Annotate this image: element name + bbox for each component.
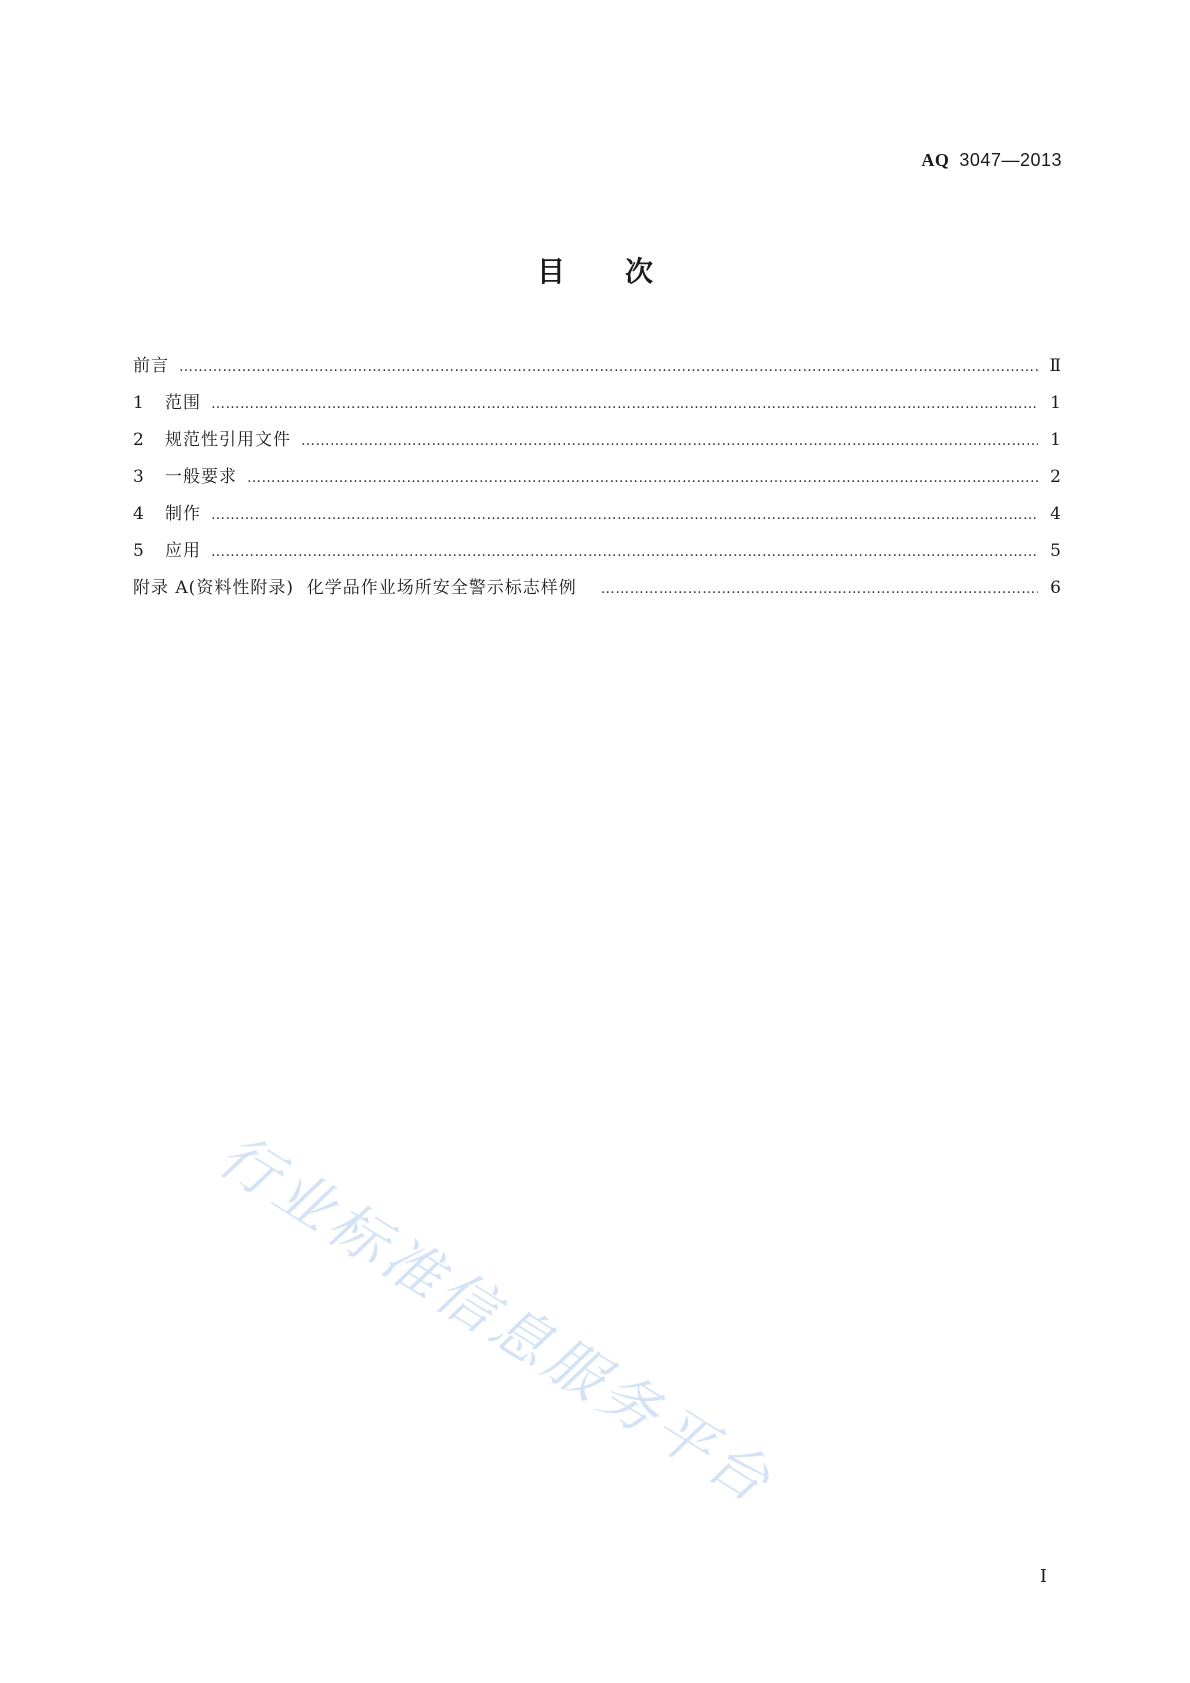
toc-item-number: 5 [133,541,145,561]
toc-item-label: 应用 [165,541,201,561]
toc-leader-dots [601,581,1038,597]
document-code-number: 3047—2013 [959,150,1062,170]
toc-item-number: 4 [133,504,145,524]
toc-item-scope[interactable] [133,388,1062,425]
watermark: 行业标准信息服务平台 [207,1121,786,1518]
toc-leader-dots [247,470,1038,486]
toc-leader-dots [301,433,1038,449]
document-code-prefix: AQ [921,150,950,170]
toc-leader-dots [211,544,1038,560]
toc-item-label: 制作 [165,504,201,524]
toc-leader-dots [211,507,1038,523]
page-title: 目次 [536,255,713,288]
toc-item-number: 3 [133,467,145,487]
toc-item-page: 2 [1050,467,1062,487]
toc-item-general-requirements[interactable] [133,462,1062,499]
toc-leader-dots [211,396,1038,412]
toc-item-page: 1 [1050,393,1062,413]
toc-item-foreword[interactable] [133,351,1062,388]
toc-item-label: 附录 A(资料性附录) 化学品作业场所安全警示标志样例 [133,578,577,598]
toc-item-production[interactable] [133,499,1062,536]
toc-item-appendix-a[interactable] [133,573,1062,610]
toc-item-page: Ⅱ [1049,356,1062,376]
toc-item-normative-references[interactable] [133,425,1062,462]
toc-item-page: 4 [1050,504,1062,524]
page-number: Ⅰ [1039,1566,1047,1587]
toc-item-label: 范围 [165,393,201,413]
document-code [921,150,1062,171]
toc-item-application[interactable] [133,536,1062,573]
toc-item-label: 规范性引用文件 [165,430,291,450]
toc-item-number: 1 [133,393,145,413]
toc-item-page: 5 [1050,541,1062,561]
table-of-contents [133,351,1062,610]
toc-leader-dots [179,359,1038,375]
toc-item-number: 2 [133,430,145,450]
toc-item-label: 前言 [133,356,169,376]
toc-item-page: 6 [1050,578,1062,598]
toc-item-label: 一般要求 [165,467,237,487]
toc-item-page: 1 [1050,430,1062,450]
